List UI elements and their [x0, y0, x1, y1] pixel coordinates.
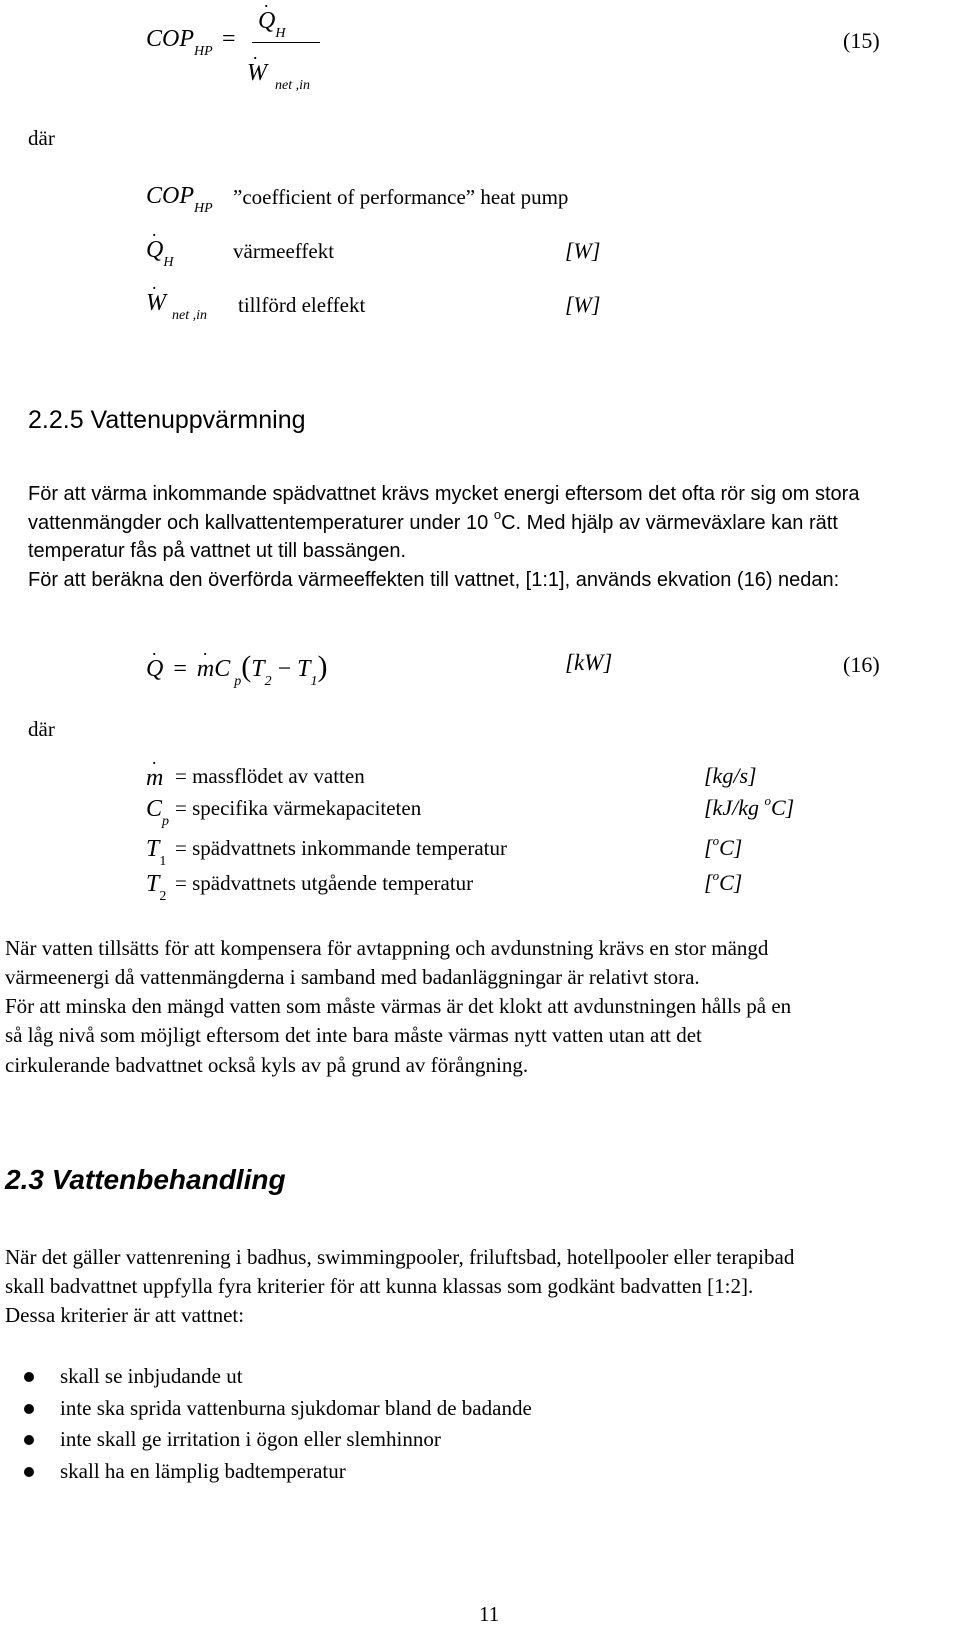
eq16-minus: − — [277, 656, 292, 682]
eq16-formula — [146, 650, 328, 689]
degree-superscript: o — [764, 793, 771, 808]
list-item: inte ska sprida vattenburna sjukdomar bland de badande — [60, 1396, 532, 1420]
eq16-paren-close: ) — [317, 650, 328, 683]
def16-sym-0 — [146, 765, 163, 792]
eq16-unit: [kW] — [565, 650, 613, 675]
eq16-paren-open: ( — [241, 650, 252, 683]
text-line: temperatur fås på vattnet ut till bassängen. — [28, 540, 406, 562]
section-heading-2-3: 2.3 Vattenbehandling — [5, 1164, 286, 1195]
eq15-num-sub: H — [275, 26, 286, 41]
text-line: För att värma inkommande spädvattnet krävs mycket energi eftersom det ofta rör sig om stora — [28, 483, 860, 505]
unit-text: C] — [719, 870, 743, 895]
def15-sym-2 — [146, 290, 207, 323]
bullet-icon — [24, 1372, 34, 1382]
def15-unit-2: [W] — [565, 292, 601, 317]
unit-text: C] — [770, 795, 795, 820]
text-line: Dessa kriterier är att vattnet: — [5, 1303, 245, 1327]
def15-unit-1: [W] — [565, 238, 601, 263]
eq15-lhs — [146, 26, 213, 59]
eq15-lhs-main: COP — [146, 26, 194, 52]
text-line: För att beräkna den överförda värmeeffekten till vattnet, [1:1], används ekvation (16) nedan: — [28, 569, 840, 591]
eq16-m: . m — [197, 656, 214, 682]
dar-label-2: där — [28, 717, 55, 741]
text-line-degree — [28, 507, 838, 535]
def16-sym-main: T — [146, 836, 160, 862]
unit-text: [ — [704, 870, 713, 895]
eq15-equals: = — [222, 26, 236, 52]
text-line: cirkulerande badvattnet också kyls av på grund av förångning. — [5, 1053, 529, 1077]
eq15-den-sub: net ,in — [275, 78, 310, 93]
bullet-icon — [24, 1435, 34, 1445]
eq15-num-main: . Q — [258, 8, 275, 34]
def15-desc-0: ”coefficient of performance” heat pump — [233, 185, 569, 209]
def16-unit-1 — [704, 795, 794, 821]
def15-desc-1: värmeeffekt — [233, 239, 335, 263]
unit-text: C] — [719, 835, 743, 860]
def16-sym-2 — [146, 836, 167, 869]
eq16-sub-1: 1 — [310, 674, 318, 689]
degree-superscript: o — [493, 507, 502, 522]
text-line: När det gäller vattenrening i badhus, swimmingpooler, friluftsbad, hotellpooler eller terapibad — [5, 1245, 795, 1269]
unit-text: [kJ/kg — [704, 795, 765, 820]
def16-desc-0: = massflödet av vatten — [175, 764, 365, 788]
eq16-number: (16) — [843, 652, 880, 677]
text-line: När vatten tillsätts för att kompensera för avtappning och avdunstning krävs en stor mängd — [5, 936, 769, 960]
text-line: så låg nivå som möjligt eftersom det inte bara måste värmas nytt vatten utan att det — [5, 1023, 702, 1047]
eq16-c: C — [214, 656, 231, 682]
eq15-fraction-line — [252, 42, 320, 43]
def15-sym-main: . Q — [146, 237, 163, 263]
text-line: värmeenergi då vattenmängderna i samband med badanläggningar är relativt stora. — [5, 965, 700, 989]
eq16-sub-2: 2 — [264, 674, 272, 689]
def15-sym-1 — [146, 237, 174, 270]
list-item: skall se inbjudande ut — [60, 1364, 243, 1388]
def16-sym-1 — [146, 796, 170, 829]
def16-sym-main: T — [146, 871, 160, 897]
def15-sym-sub: HP — [194, 201, 213, 216]
def15-sym-0 — [146, 183, 213, 216]
text-line: skall badvattnet uppfylla fyra kriterier för att kunna klassas som godkänt badvatten [1:2]. — [5, 1274, 754, 1298]
dar-label-1: där — [28, 126, 55, 150]
def16-sym-main: C — [146, 796, 163, 822]
degree-superscript: o — [712, 833, 720, 848]
eq16-p: p — [234, 674, 242, 689]
text-line: För att minska den mängd vatten som måste värmas är det klokt att avdunstningen hålls på en — [5, 994, 792, 1018]
section-heading-2-2-5: 2.2.5 Vattenuppvärmning — [28, 406, 306, 434]
bullet-icon — [24, 1404, 34, 1414]
def16-desc-3: = spädvattnets utgående temperatur — [175, 871, 474, 895]
unit-text: [ — [704, 835, 713, 860]
eq16-t1: T — [297, 656, 311, 682]
def16-desc-1: = specifika värmekapaciteten — [175, 796, 422, 820]
eq16-t2: T — [251, 656, 265, 682]
text-fragment: C. Med hjälp av värmeväxlare kan rätt — [501, 512, 838, 534]
def16-sym-sub: p — [162, 814, 170, 829]
def15-sym-main: . W — [146, 290, 166, 316]
degree-superscript: o — [712, 868, 720, 883]
list-item: inte skall ge irritation i ögon eller slemhinnor — [60, 1427, 441, 1451]
eq15-number: (15) — [843, 28, 880, 53]
def16-unit-0: [kg/s] — [704, 763, 757, 788]
page-number: 11 — [479, 1602, 500, 1626]
def16-desc-2: = spädvattnets inkommande temperatur — [175, 836, 508, 860]
list-item: skall ha en lämplig badtemperatur — [60, 1459, 346, 1483]
def15-sym-main: COP — [146, 183, 194, 209]
def16-sym-3 — [146, 871, 167, 904]
eq15-denominator — [247, 60, 310, 93]
eq15-den-main: . W — [247, 60, 267, 86]
def16-sym-main: . m — [146, 765, 163, 791]
def15-sym-sub: H — [163, 255, 174, 270]
def15-sym-sub: net ,in — [172, 308, 207, 323]
eq16-q: . Q — [146, 656, 163, 682]
def16-unit-3 — [704, 870, 742, 896]
def16-sym-sub: 1 — [159, 854, 167, 869]
eq15-lhs-sub: HP — [194, 44, 213, 59]
def16-unit-2 — [704, 835, 742, 861]
bullet-icon — [24, 1467, 34, 1477]
text-fragment: vattenmängder och kallvattentemperaturer under 10 — [28, 512, 494, 534]
def15-desc-2: tillförd eleffekt — [238, 293, 366, 317]
eq16-equals: = — [173, 656, 187, 682]
def16-sym-sub: 2 — [159, 889, 167, 904]
eq15-numerator — [258, 8, 286, 41]
